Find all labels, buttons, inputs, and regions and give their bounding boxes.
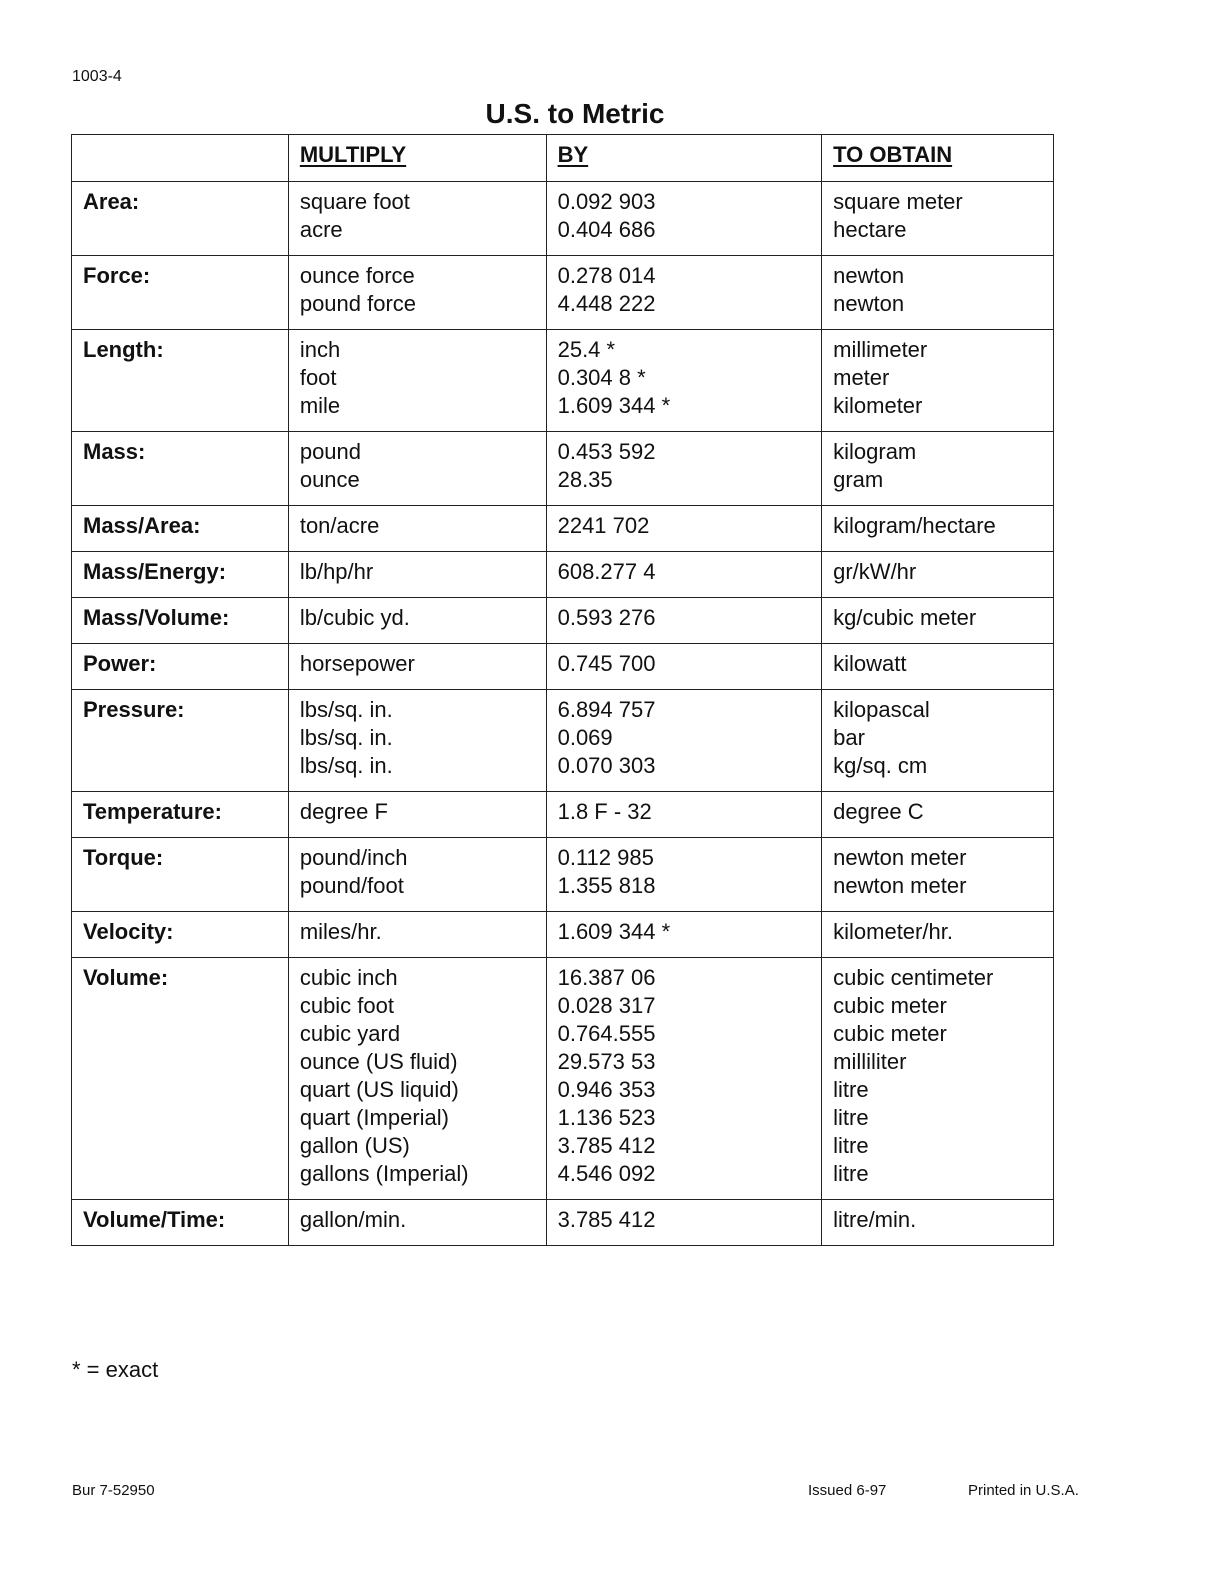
obtain-unit: litre	[833, 1161, 869, 1186]
multiply-unit: lb/hp/hr	[299, 559, 374, 584]
factor-value: 0.404 686	[557, 217, 656, 242]
factor-value: 0.593 276	[557, 605, 656, 630]
footnote: * = exact	[72, 1357, 159, 1382]
obtain-cell	[822, 912, 1054, 958]
factor-value: 0.745 700	[557, 651, 656, 676]
multiply-unit: ton/acre	[299, 513, 380, 538]
table-row	[72, 838, 1054, 912]
multiply-unit: quart (US liquid)	[299, 1077, 459, 1102]
row-category: Area:	[72, 182, 289, 256]
obtain-cell	[822, 256, 1054, 330]
factor-cell	[546, 552, 822, 598]
obtain-cell	[822, 598, 1054, 644]
obtain-cell	[822, 690, 1054, 792]
table-row	[72, 598, 1054, 644]
multiply-cell	[288, 690, 546, 792]
factor-cell	[546, 182, 822, 256]
multiply-cell	[288, 256, 546, 330]
row-category: Mass:	[72, 432, 289, 506]
row-category: Length:	[72, 330, 289, 432]
factor-value: 1.8 F - 32	[557, 799, 652, 824]
obtain-unit: newton meter	[833, 845, 967, 870]
factor-value: 2241 702	[557, 513, 650, 538]
obtain-unit: degree C	[833, 799, 924, 824]
multiply-cell	[288, 1200, 546, 1246]
table-body	[72, 182, 1054, 1246]
multiply-unit: miles/hr.	[299, 919, 382, 944]
factor-value: 3.785 412	[557, 1133, 656, 1158]
multiply-cell	[288, 330, 546, 432]
multiply-unit: cubic foot	[299, 993, 394, 1018]
row-category: Mass/Energy:	[72, 552, 289, 598]
factor-cell	[546, 330, 822, 432]
obtain-unit: kg/cubic meter	[833, 605, 977, 630]
obtain-unit: litre	[833, 1105, 869, 1130]
multiply-cell	[288, 506, 546, 552]
multiply-unit: cubic yard	[299, 1021, 401, 1046]
obtain-unit: cubic meter	[833, 1021, 947, 1046]
multiply-unit: pound/inch	[299, 845, 408, 870]
multiply-cell	[288, 598, 546, 644]
obtain-unit: kg/sq. cm	[833, 753, 928, 778]
obtain-unit: newton	[833, 263, 905, 288]
multiply-unit: pound/foot	[299, 873, 404, 898]
row-category: Pressure:	[72, 690, 289, 792]
factor-value: 28.35	[557, 467, 613, 492]
table-row	[72, 432, 1054, 506]
factor-value: 4.546 092	[557, 1161, 656, 1186]
table-row	[72, 958, 1054, 1200]
factor-value: 3.785 412	[557, 1207, 656, 1232]
obtain-unit: kilowatt	[833, 651, 907, 676]
obtain-unit: kilometer	[833, 393, 923, 418]
factor-value: 29.573 53	[557, 1049, 656, 1074]
obtain-unit: kilopascal	[833, 697, 930, 722]
table-row	[72, 182, 1054, 256]
row-category: Volume/Time:	[72, 1200, 289, 1246]
multiply-unit: ounce (US fluid)	[299, 1049, 458, 1074]
row-category: Velocity:	[72, 912, 289, 958]
factor-value: 0.946 353	[557, 1077, 656, 1102]
multiply-unit: gallon (US)	[299, 1133, 410, 1158]
row-category: Volume:	[72, 958, 289, 1200]
header-category	[72, 135, 289, 182]
multiply-unit: square foot	[299, 189, 410, 214]
factor-value: 608.277 4	[557, 559, 656, 584]
factor-value: 1.609 344 *	[557, 919, 671, 944]
multiply-unit: foot	[299, 365, 337, 390]
row-category: Force:	[72, 256, 289, 330]
multiply-unit: horsepower	[299, 651, 415, 676]
factor-cell	[546, 1200, 822, 1246]
multiply-unit: degree F	[299, 799, 388, 824]
factor-cell	[546, 256, 822, 330]
table-row	[72, 690, 1054, 792]
multiply-cell	[288, 552, 546, 598]
obtain-cell	[822, 552, 1054, 598]
table-row	[72, 256, 1054, 330]
row-category: Temperature:	[72, 792, 289, 838]
factor-cell	[546, 958, 822, 1200]
obtain-cell	[822, 330, 1054, 432]
multiply-unit: acre	[299, 217, 343, 242]
factor-value: 0.764.555	[557, 1021, 656, 1046]
obtain-unit: milliliter	[833, 1049, 907, 1074]
table-row	[72, 1200, 1054, 1246]
footer-doc-id: Bur 7-52950	[72, 1482, 155, 1499]
obtain-cell	[822, 644, 1054, 690]
footer-printed: Printed in U.S.A.	[968, 1482, 1079, 1499]
multiply-cell	[288, 792, 546, 838]
multiply-unit: pound force	[299, 291, 417, 316]
factor-value: 16.387 06	[557, 965, 656, 990]
multiply-unit: quart (Imperial)	[299, 1105, 449, 1130]
obtain-cell	[822, 792, 1054, 838]
header-to-obtain: TO OBTAIN	[822, 135, 1054, 182]
obtain-unit: cubic centimeter	[833, 965, 994, 990]
factor-value: 0.112 985	[557, 845, 654, 870]
factor-value: 1.609 344 *	[557, 393, 671, 418]
factor-value: 6.894 757	[557, 697, 656, 722]
obtain-cell	[822, 432, 1054, 506]
obtain-unit: meter	[833, 365, 890, 390]
obtain-cell	[822, 1200, 1054, 1246]
factor-cell	[546, 912, 822, 958]
obtain-unit: gram	[833, 467, 884, 492]
obtain-unit: newton	[833, 291, 905, 316]
table-header-row	[72, 135, 1054, 182]
obtain-unit: litre	[833, 1133, 869, 1158]
factor-cell	[546, 432, 822, 506]
conversion-table	[71, 134, 1054, 1246]
obtain-unit: kilogram/hectare	[833, 513, 996, 538]
obtain-unit: millimeter	[833, 337, 928, 362]
factor-value: 0.028 317	[557, 993, 656, 1018]
obtain-cell	[822, 958, 1054, 1200]
obtain-unit: square meter	[833, 189, 963, 214]
multiply-unit: gallons (Imperial)	[299, 1161, 469, 1186]
factor-value: 0.070 303	[557, 753, 656, 778]
header-by: BY	[546, 135, 822, 182]
factor-value: 1.136 523	[557, 1105, 656, 1130]
multiply-unit: lbs/sq. in.	[299, 753, 393, 778]
obtain-unit: kilometer/hr.	[833, 919, 953, 944]
obtain-unit: litre/min.	[833, 1207, 917, 1232]
table-row	[72, 552, 1054, 598]
multiply-unit: lbs/sq. in.	[299, 725, 393, 750]
footer-issued: Issued 6-97	[808, 1482, 887, 1499]
factor-value: 0.304 8 *	[557, 365, 646, 390]
obtain-cell	[822, 838, 1054, 912]
page-title: U.S. to Metric	[485, 98, 665, 129]
multiply-unit: inch	[299, 337, 341, 362]
multiply-cell	[288, 958, 546, 1200]
factor-value: 0.069	[557, 725, 613, 750]
obtain-unit: gr/kW/hr	[833, 559, 917, 584]
table-row	[72, 506, 1054, 552]
table-row	[72, 792, 1054, 838]
factor-cell	[546, 598, 822, 644]
multiply-unit: cubic inch	[299, 965, 398, 990]
obtain-cell	[822, 182, 1054, 256]
factor-value: 4.448 222	[557, 291, 656, 316]
multiply-unit: lb/cubic yd.	[299, 605, 410, 630]
obtain-unit: kilogram	[833, 439, 917, 464]
table-row	[72, 644, 1054, 690]
factor-value: 0.453 592	[557, 439, 656, 464]
page-number: 1003-4	[72, 68, 122, 85]
table-row	[72, 912, 1054, 958]
obtain-unit: bar	[833, 725, 865, 750]
factor-value: 0.092 903	[557, 189, 656, 214]
row-category: Mass/Volume:	[72, 598, 289, 644]
multiply-cell	[288, 644, 546, 690]
obtain-cell	[822, 506, 1054, 552]
multiply-unit: pound	[299, 439, 362, 464]
multiply-unit: ounce	[299, 467, 360, 492]
obtain-unit: newton meter	[833, 873, 967, 898]
factor-value: 0.278 014	[557, 263, 656, 288]
multiply-unit: gallon/min.	[299, 1207, 407, 1232]
multiply-cell	[288, 432, 546, 506]
factor-cell	[546, 644, 822, 690]
multiply-unit: lbs/sq. in.	[299, 697, 393, 722]
obtain-unit: cubic meter	[833, 993, 947, 1018]
row-category: Power:	[72, 644, 289, 690]
row-category: Torque:	[72, 838, 289, 912]
factor-value: 1.355 818	[557, 873, 656, 898]
factor-cell	[546, 506, 822, 552]
header-multiply: MULTIPLY	[288, 135, 546, 182]
row-category: Mass/Area:	[72, 506, 289, 552]
multiply-cell	[288, 912, 546, 958]
factor-cell	[546, 792, 822, 838]
multiply-cell	[288, 182, 546, 256]
multiply-unit: mile	[299, 393, 341, 418]
obtain-unit: hectare	[833, 217, 907, 242]
table-row	[72, 330, 1054, 432]
factor-cell	[546, 690, 822, 792]
multiply-unit: ounce force	[299, 263, 415, 288]
factor-value: 25.4 *	[557, 337, 616, 362]
factor-cell	[546, 838, 822, 912]
obtain-unit: litre	[833, 1077, 869, 1102]
multiply-cell	[288, 838, 546, 912]
